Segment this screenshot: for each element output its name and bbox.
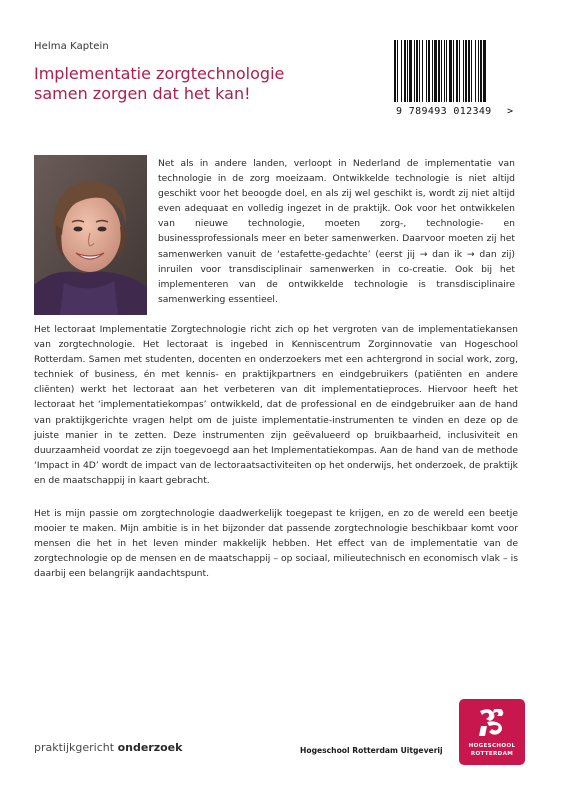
barcode-bar	[463, 40, 464, 102]
book-title-line-1: Implementatie zorgtechnologie	[34, 64, 285, 83]
series-label	[34, 741, 182, 754]
barcode-bar	[426, 40, 427, 102]
author-name: Helma Kaptein	[34, 41, 109, 52]
isbn-arrow: >	[507, 106, 514, 117]
barcode-bar	[432, 40, 433, 102]
body-paragraph-1: Het lectoraat Implementatie Zorgtechnologie richt zich op het vergroten van de implementatiekansen van zorgtechnologie. Het lectoraat is ingebed in Kenniscentrum Zorginnovatie van Hogeschool Rotterdam. Samen met studenten, docenten en onderzoekers met een achtergrond in social work, zorg, techniek of business, én met kennis- en praktijkpartners en eindgebruikers (patiënten en andere cliënten) werkt het lectoraat aan het verbeteren van dit implementatieproces. Hiervoor heeft het lectoraat het ‘implementatiekompas’ ontwikkeld, dat de professional en de eindgebruiker aan de hand van praktijkgerichte vragen helpt om de juiste implementatie-instrumenten te vinden en deze op de juiste manier in te zetten. Deze instrumenten zijn geëvalueerd op bruikbaarheid, inclusiviteit en duurzaamheid voordat ze zijn toegevoegd aan het Implementatiekompas. Aan de hand van de methode ‘Impact in 4D’ wordt de impact van de lectoraatsactiviteiten op het onderwijs, het onderzoek, de praktijk en de maatschappij in kaart gebracht.	[34, 324, 518, 486]
logo-text-line-2: ROTTERDAM	[470, 751, 514, 757]
barcode-bar	[404, 40, 406, 102]
hogeschool-rotterdam-logo-mark	[477, 706, 507, 738]
barcode-bar	[401, 40, 402, 102]
book-title-line-2: samen zorgen dat het kan!	[34, 84, 251, 103]
logo-text-line-1: HOGESCHOOL	[468, 743, 516, 749]
barcode-bar	[480, 40, 482, 102]
barcode-bars	[394, 40, 508, 102]
barcode-bar	[394, 40, 396, 102]
barcode-bar	[471, 40, 472, 102]
series-label-regular: praktijkgericht	[34, 741, 118, 754]
barcode-bar	[478, 40, 479, 102]
body-paragraph-2: Het is mijn passie om zorgtechnologie daadwerkelijk toegepast te krijgen, en zo de wereld een beetje mooier te maken. Mijn ambitie is in het bijzonder dat passende zorgtechnologie beschikbaar komt voor mensen die het in het leven minder makkelijk hebben. Het effect van de implementatie van de zorgtechnologie op de mensen en de maatschappij – op sociaal, milieutechnisch en economisch vlak – is daarbij een belangrijk aandachtspunt.	[34, 508, 518, 580]
author-portrait-image	[34, 155, 147, 315]
barcode-bar	[422, 40, 423, 102]
barcode-bar	[444, 40, 445, 102]
barcode-bar	[459, 40, 460, 102]
barcode-bar	[407, 40, 408, 102]
barcode-bar	[419, 40, 420, 102]
barcode-bar	[414, 40, 415, 102]
barcode-bar	[434, 40, 437, 102]
barcode-bar	[465, 40, 467, 102]
barcode-bar	[475, 40, 476, 102]
barcode-bar	[416, 40, 418, 102]
publisher-name: Hogeschool Rotterdam Uitgeverij	[300, 746, 443, 755]
barcode-bar	[483, 40, 486, 102]
barcode-bar	[397, 40, 398, 102]
hogeschool-rotterdam-logo	[459, 699, 525, 765]
barcode-bar	[441, 40, 442, 102]
book-title	[34, 64, 364, 104]
barcode-bar	[468, 40, 470, 102]
barcode-bar	[438, 40, 440, 102]
intro-paragraph: Net als in andere landen, verloopt in Nederland de implementatie van technologie in de zorg moeizaam. Ontwikkelde technologie is niet altijd geschikt voor het beoogde doel, en als zij wel geschikt is, wordt zij niet altijd even adequaat en volledig ingezet in de praktijk. Ook voor het ontwikkelen van nieuwe technologie, moeten zorg-, technologie- en businessprofessionals meer en beter samenwerken. Daarvoor moeten zij het samenwerken vanuit de ‘estafette-gedachte’ (eerst jij → dan ik → dan zij) inruilen voor transdisciplinair samenwerken in co-creatie. Ook bij het implementeren van de ontwikkelde technologie is transdisciplinaire samenwerking essentieel.	[158, 158, 515, 305]
author-photo	[34, 155, 147, 315]
barcode-bar	[449, 40, 452, 102]
isbn-number: 9 789493 012349	[396, 106, 492, 117]
series-label-bold: onderzoek	[117, 741, 183, 754]
barcode-bar	[428, 40, 430, 102]
barcode-bar	[446, 40, 447, 102]
barcode-bar	[409, 40, 412, 102]
barcode-bar	[453, 40, 454, 102]
isbn-barcode	[394, 40, 518, 120]
barcode-bar	[456, 40, 458, 102]
